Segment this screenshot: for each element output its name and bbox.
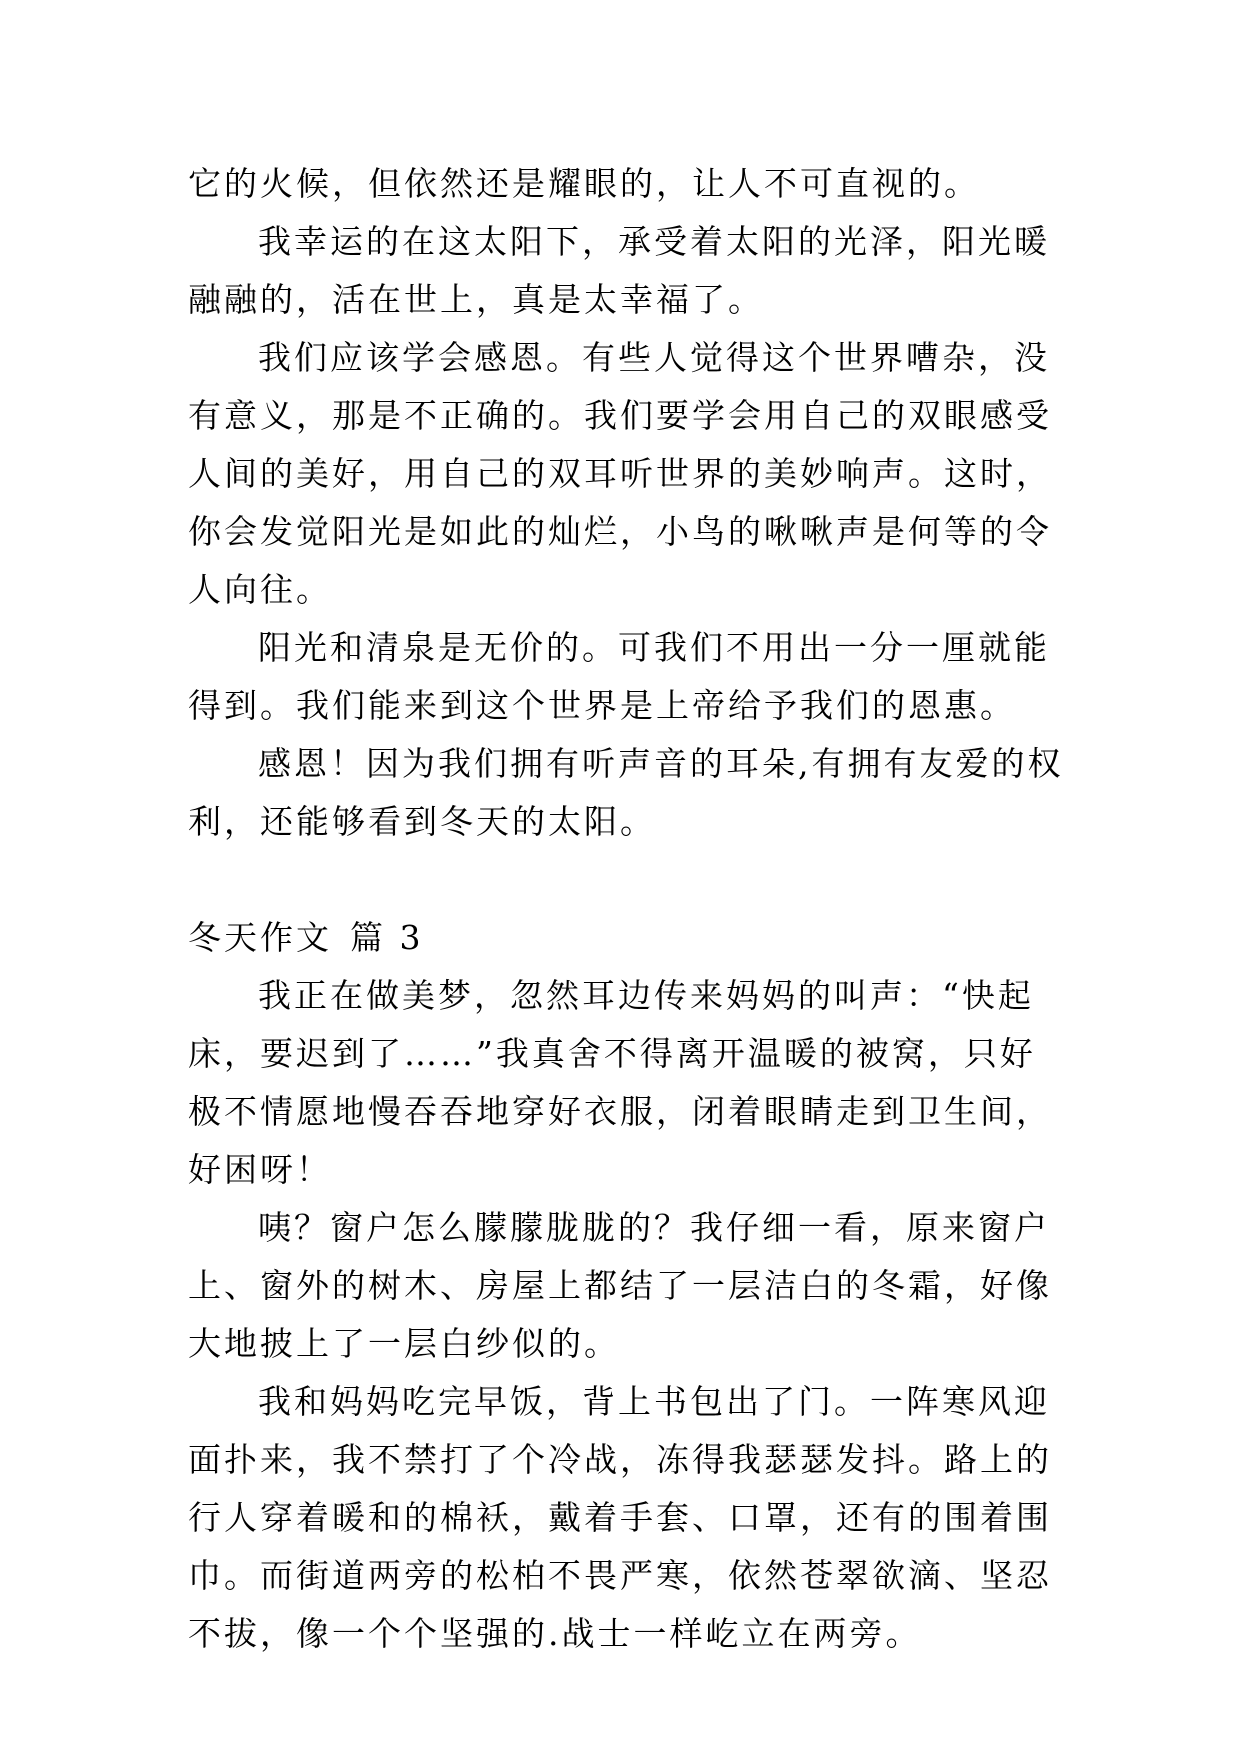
- paragraph: 我和妈妈吃完早饭，背上书包出了门。一阵寒风迎面扑来，我不禁打了个冷战，冻得我瑟瑟发抖。路上的行人穿着暖和的棉袄，戴着手套、口罩，还有的围着围巾。而街道两旁的松柏不畏严寒，依然苍翠欲滴、坚忍不拔，像一个个坚强的.战士一样屹立在两旁。: [188, 1382, 1052, 1653]
- paragraph: 我幸运的在这太阳下，承受着太阳的光泽，阳光暖融融的，活在世上，真是太幸福了。: [188, 222, 1050, 319]
- section-title: 冬天作文: [188, 918, 332, 957]
- section-1: [188, 155, 1068, 851]
- paragraph: 我们应该学会感恩。有些人觉得这个世界嘈杂，没有意义，那是不正确的。我们要学会用自己的双眼感受人间的美好，用自己的双耳听世界的美妙响声。这时，你会发觉阳光是如此的灿烂，小鸟的啾啾声是何等的令人向往。: [188, 338, 1052, 609]
- document-body: [188, 155, 1068, 1663]
- paragraph: 感恩！因为我们拥有听声音的耳朵,有拥有友爱的权利，还能够看到冬天的太阳。: [188, 744, 1064, 841]
- section-subtitle: 篇 3: [350, 918, 424, 957]
- section-2: [188, 909, 1068, 1663]
- paragraph: 它的火候，但依然还是耀眼的，让人不可直视的。: [188, 164, 980, 203]
- section-heading: [188, 909, 1068, 967]
- paragraph: 咦？窗户怎么朦朦胧胧的？我仔细一看，原来窗户上、窗外的树木、房屋上都结了一层洁白的冬霜，好像大地披上了一层白纱似的。: [188, 1208, 1052, 1363]
- paragraph: 阳光和清泉是无价的。可我们不用出一分一厘就能得到。我们能来到这个世界是上帝给予我们的恩惠。: [188, 628, 1050, 725]
- paragraph: 我正在做美梦，忽然耳边传来妈妈的叫声：“快起床，要迟到了……”我真舍不得离开温暖的被窝，只好极不情愿地慢吞吞地穿好衣服，闭着眼睛走到卫生间，好困呀！: [188, 976, 1052, 1189]
